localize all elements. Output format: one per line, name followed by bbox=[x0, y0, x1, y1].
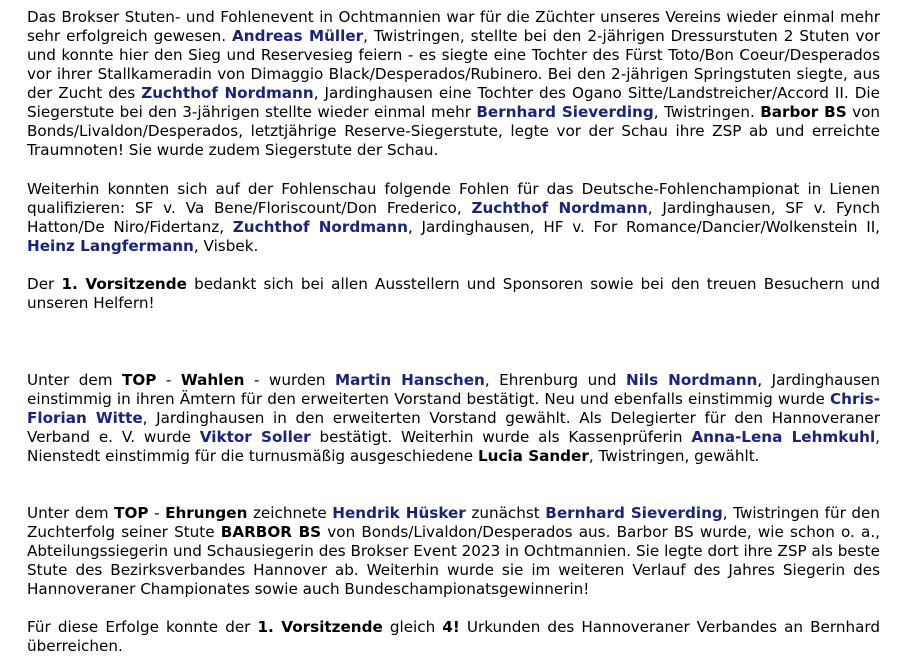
person-name: Nils Nordmann bbox=[626, 371, 758, 389]
text-segment: , Jardinghausen, HF v. For Romance/Dancier/Wolkenstein II, bbox=[407, 218, 881, 236]
text-segment: , Jardinghausen, SF v. Fynch Hatton/De Niro/Fidertanz, bbox=[27, 199, 880, 236]
text-segment: , Twistringen, stellte bei den 2-jährigen Dressurstuten 2 Stuten vor und konnte hier den Sieg und Reservesieg feiern - es siegte eine Tochter des Fürst Toto/Bon Coeur/Desperados vor ihrer Stallkameradin von Dimaggio Black/Desperados/Rubinero. Bei den 2-jährigen Springstuten siegte, aus der Zucht des bbox=[27, 27, 880, 102]
person-name: Hendrik Hüsker bbox=[332, 504, 466, 522]
text-segment: , Twistringen für den Zuchterfolg seiner Stute bbox=[27, 504, 880, 541]
person-name: Heinz Langfermann bbox=[27, 237, 194, 255]
person-name: Anna-Lena Lehmkuhl bbox=[691, 428, 876, 446]
person-name: Andreas Müller bbox=[232, 27, 364, 45]
horse-name: Barbor BS bbox=[760, 103, 847, 121]
agenda-topic: Ehrungen bbox=[165, 504, 248, 522]
text-segment: zunächst bbox=[465, 504, 546, 522]
text-segment: von Bonds/Livaldon/Desperados aus. Barbor BS wurde, wie schon o. a., Abteilungssiegerin und Schausiegerin des Brokser Event 2023 in Ochtmannien. Sie legte dort ihre ZSP als beste Stute des Bezirksverbandes Hannover ab. Weiterhin wurde sie im weiteren Verlauf des Jahres Siegerin des Hannoveraner Championates sowie auch Bundeschampionatsgewinnerin! bbox=[27, 523, 880, 598]
text-segment: Unter dem bbox=[27, 371, 123, 389]
person-name: Lucia Sander bbox=[477, 447, 589, 465]
person-name: Chris-Florian Witte bbox=[27, 390, 880, 427]
text-segment: - bbox=[156, 371, 181, 389]
text-segment: , Twistringen. bbox=[653, 103, 761, 121]
text-segment: , Nienstedt einstimmig für die turnusmäßig ausgeschiedene bbox=[27, 428, 880, 465]
agenda-topic: Wahlen bbox=[180, 371, 245, 389]
text-segment: Der bbox=[27, 275, 62, 293]
paragraph-elections bbox=[27, 371, 880, 466]
text-segment: Für diese Erfolge konnte der bbox=[27, 618, 258, 636]
breeder-name: Zuchthof Nordmann bbox=[141, 84, 314, 102]
breeder-name: Zuchthof Nordmann bbox=[232, 218, 408, 236]
role-label: 1. Vorsitzende bbox=[257, 618, 383, 636]
agenda-label: TOP bbox=[114, 504, 149, 522]
text-segment: , Twistringen, gewählt. bbox=[588, 447, 760, 465]
text-segment: , Jardinghausen einstimmig in ihren Ämtern für den erweiterten Vorstand bestätigt. Neu und ebenfalls einstimmig wurde bbox=[27, 371, 880, 408]
paragraph-thanks bbox=[27, 275, 880, 313]
text-segment: Das Brokser Stuten- und Fohlenevent in Ochtmannien war für die Züchter unseres Vereins wieder einmal mehr sehr erfolgreich gewesen. bbox=[27, 8, 880, 45]
text-segment: , Jardinghausen in den erweiterten Vorstand gewählt. Als Delegierter für den Hannoveraner Verband e. V. wurde bbox=[27, 409, 880, 446]
role-label: 1. Vorsitzende bbox=[61, 275, 187, 293]
breeder-name: Zuchthof Nordmann bbox=[471, 199, 648, 217]
paragraph-honors bbox=[27, 504, 880, 599]
person-name: Bernhard Sieverding bbox=[545, 504, 723, 522]
person-name: Martin Hanschen bbox=[335, 371, 485, 389]
person-name: Bernhard Sieverding bbox=[476, 103, 654, 121]
text-segment: gleich bbox=[382, 618, 443, 636]
text-segment: bestätigt. Weiterhin wurde als Kassenprüferin bbox=[310, 428, 692, 446]
paragraph-foal-qualification bbox=[27, 180, 880, 256]
text-segment: - wurden bbox=[244, 371, 336, 389]
text-segment: - bbox=[148, 504, 166, 522]
text-segment: Unter dem bbox=[27, 504, 115, 522]
text-segment: zeichnete bbox=[247, 504, 333, 522]
text-segment: bedankt sich bei allen Ausstellern und Sponsoren sowie bei den treuen Besuchern und unseren Helfern! bbox=[27, 275, 880, 312]
text-segment: Weiterhin konnten sich auf der Fohlenschau folgende Fohlen für das Deutsche-Fohlenchampionat in Lienen qualifizieren: SF v. Va Bene/Floriscount/Don Frederico, bbox=[27, 180, 880, 217]
certificate-count: 4! bbox=[442, 618, 460, 636]
paragraph-brokser-event bbox=[27, 0, 880, 160]
person-name: Viktor Soller bbox=[199, 428, 311, 446]
text-segment: Urkunden des Hannoveraner Verbandes an Bernhard überreichen. bbox=[27, 618, 880, 655]
text-segment: , Jardinghausen eine Tochter des Ogano Sitte/Landstreicher/Accord II. Die Siegerstute bei den 3-jährigen stellte wieder einmal mehr bbox=[27, 84, 880, 121]
text-segment: , Ehrenburg und bbox=[484, 371, 627, 389]
text-segment: von Bonds/Livaldon/Desperados, letztjährige Reserve-Siegerstute, legte vor der Schau ihre ZSP ab und erreichte Traumnoten! Sie wurde zudem Siegerstute der Schau. bbox=[27, 103, 881, 159]
agenda-label: TOP bbox=[122, 371, 157, 389]
paragraph-certificates bbox=[27, 618, 880, 656]
text-segment: , Visbek. bbox=[193, 237, 259, 255]
horse-name: BARBOR BS bbox=[220, 523, 322, 541]
